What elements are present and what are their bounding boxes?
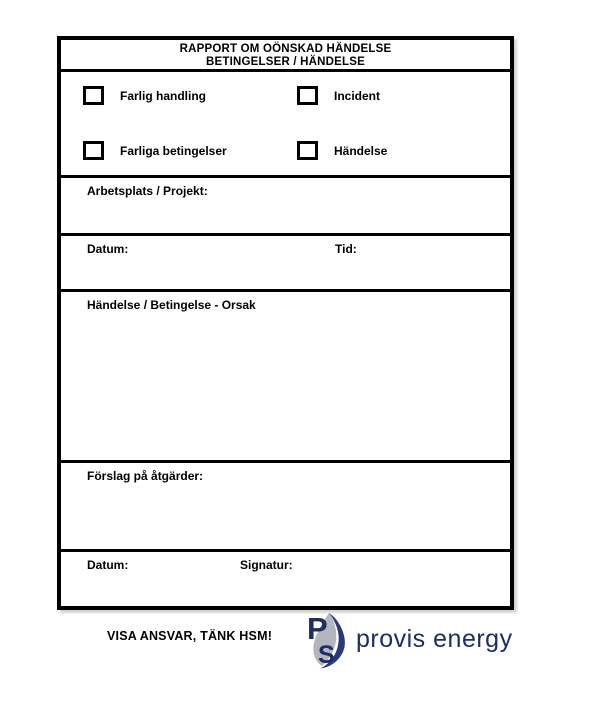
- event-cause-label: Händelse / Betingelse - Orsak: [87, 298, 256, 312]
- checkbox-row-incident: [297, 86, 380, 105]
- checkbox-farliga-betingelser[interactable]: [83, 141, 104, 160]
- workplace-section: [61, 178, 510, 236]
- checkbox-label-farliga-betingelser: Farliga betingelser: [120, 143, 227, 158]
- footer-slogan: VISA ANSVAR, TÄNK HSM!: [107, 629, 273, 643]
- provis-energy-monogram-icon: [307, 611, 349, 673]
- date-time-section: [61, 236, 510, 292]
- signature-input-area[interactable]: [61, 576, 510, 606]
- checkbox-incident[interactable]: [297, 86, 318, 105]
- workplace-input-area[interactable]: [61, 202, 510, 233]
- date-time-input-area[interactable]: [61, 260, 510, 289]
- provis-energy-logo: [307, 611, 513, 673]
- checkbox-label-incident: Incident: [334, 88, 381, 103]
- signature-label: Signatur:: [240, 558, 293, 572]
- incident-report-form: [57, 36, 514, 610]
- checkbox-label-farlig-handling: Farlig handling: [120, 88, 206, 103]
- form-header: [61, 40, 510, 72]
- form-title-line2: BETINGELSER / HÄNDELSE: [205, 56, 366, 68]
- form-title-line1: RAPPORT OM OÖNSKAD HÄNDELSE: [179, 43, 392, 55]
- checkbox-label-handelse: Händelse: [334, 143, 388, 158]
- event-cause-input-area[interactable]: [61, 316, 510, 460]
- logo-wordmark: provis energy: [356, 624, 513, 653]
- signature-section: [61, 552, 510, 606]
- logo-letter-p: P: [307, 611, 328, 646]
- checkbox-handelse[interactable]: [297, 141, 318, 160]
- time-label: Tid:: [335, 242, 357, 256]
- logo-letter-s: S: [318, 641, 335, 669]
- event-cause-section: [61, 292, 510, 463]
- checkbox-farlig-handling[interactable]: [83, 86, 104, 105]
- proposed-actions-section: [61, 463, 510, 552]
- checkbox-row-farlig-handling: [83, 86, 206, 105]
- checkbox-row-handelse: [297, 141, 387, 160]
- date-label: Datum:: [87, 242, 129, 256]
- proposed-actions-input-area[interactable]: [61, 487, 510, 549]
- signature-date-label: Datum:: [87, 558, 129, 572]
- workplace-label: Arbetsplats / Projekt:: [87, 184, 208, 198]
- proposed-actions-label: Förslag på åtgärder:: [87, 469, 204, 483]
- checkbox-section: [61, 72, 510, 178]
- checkbox-row-farliga-betingelser: [83, 141, 227, 160]
